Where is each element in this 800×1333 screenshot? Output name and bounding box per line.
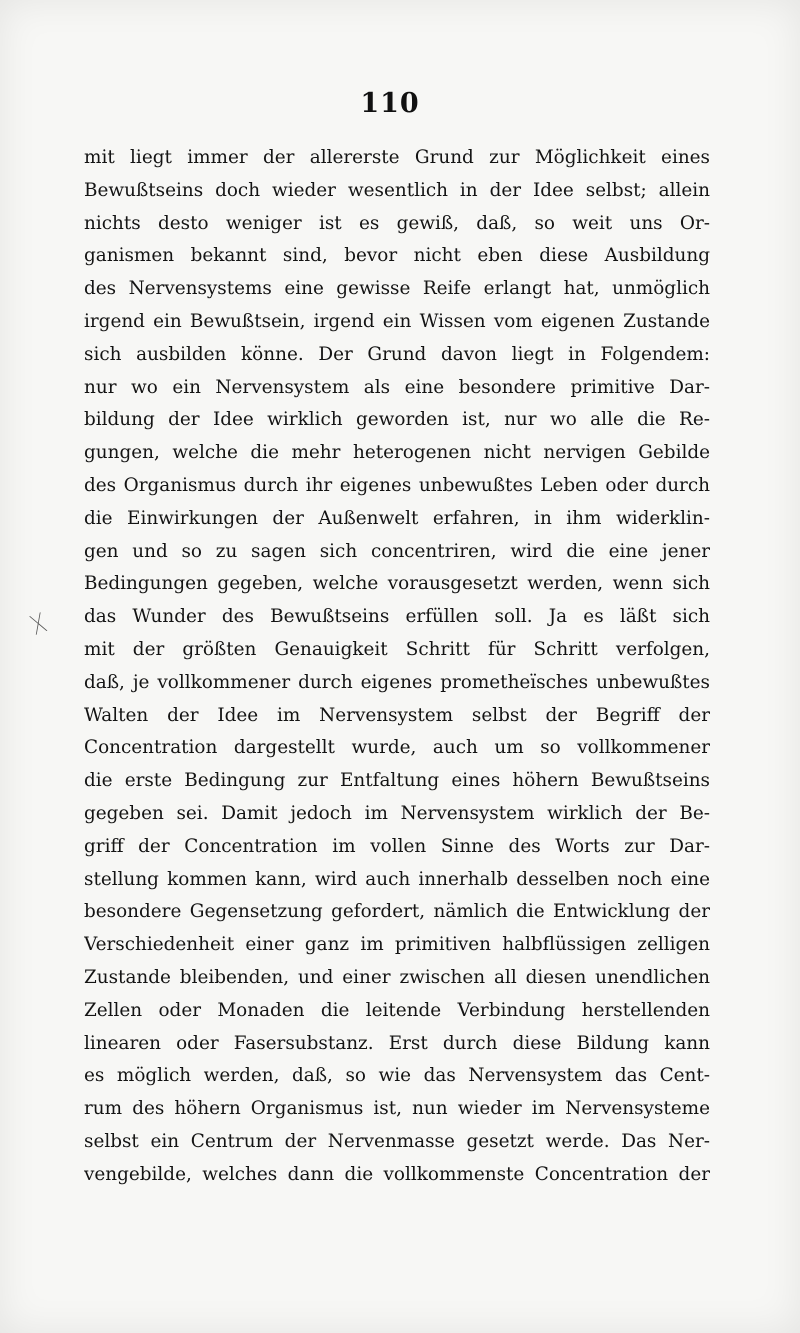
- text-line: gen und so zu sagen sich concentriren, wird die eine jener: [84, 540, 710, 562]
- text-line: die Einwirkungen der Außenwelt erfahren, in ihm widerklin-: [84, 507, 710, 529]
- text-line: gegeben sei. Damit jedoch im Nervensystem wirklich der Be-: [84, 802, 710, 824]
- text-line: gungen, welche die mehr heterogenen nicht nervigen Gebilde: [84, 442, 710, 464]
- margin-pencil-mark: ᚷ: [28, 610, 50, 639]
- text-line: nichts desto weniger ist es gewiß, daß, so weit uns Or-: [84, 212, 710, 234]
- text-line: rum des höhern Organismus ist, nun wieder im Nervensysteme: [84, 1098, 710, 1120]
- text-line: Zellen oder Monaden die leitende Verbindung herstellenden: [84, 999, 710, 1021]
- text-line: nur wo ein Nervensystem als eine besondere primitive Dar-: [84, 376, 710, 398]
- text-line: Walten der Idee im Nervensystem selbst der Begriff der: [84, 704, 710, 726]
- text-line: selbst ein Centrum der Nervenmasse gesetzt werde. Das Ner-: [84, 1130, 710, 1152]
- body-text: [84, 142, 710, 1192]
- text-line: Bedingungen gegeben, welche vorausgesetzt werden, wenn sich: [84, 573, 710, 595]
- text-line: besondere Gegensetzung gefordert, nämlich die Entwicklung der: [84, 901, 710, 923]
- text-line: Concentration dargestellt wurde, auch um so vollkommener: [84, 737, 710, 759]
- text-line: die erste Bedingung zur Entfaltung eines höhern Bewußtseins: [84, 770, 710, 792]
- text-line: vengebilde, welches dann die vollkommenste Concentration der: [84, 1163, 710, 1185]
- text-line: es möglich werden, daß, so wie das Nervensystem das Cent-: [84, 1065, 710, 1087]
- text-line: das Wunder des Bewußtseins erfüllen soll. Ja es läßt sich: [84, 606, 710, 628]
- text-line: des Organismus durch ihr eigenes unbewußtes Leben oder durch: [84, 474, 710, 496]
- text-line: irgend ein Bewußtsein, irgend ein Wissen vom eigenen Zustande: [84, 310, 710, 332]
- text-line: bildung der Idee wirklich geworden ist, nur wo alle die Re-: [84, 409, 710, 431]
- text-line: mit der größten Genauigkeit Schritt für Schritt verfolgen,: [84, 638, 710, 660]
- text-line: daß, je vollkommener durch eigenes prometheïsches unbewußtes: [84, 671, 710, 693]
- text-line: mit liegt immer der allererste Grund zur Möglichkeit eines: [84, 147, 710, 168]
- text-line: linearen oder Fasersubstanz. Erst durch diese Bildung kann: [84, 1032, 710, 1054]
- text-line: griff der Concentration im vollen Sinne des Worts zur Dar-: [84, 835, 710, 857]
- text-line: Verschiedenheit einer ganz im primitiven halbflüssigen zelligen: [84, 934, 710, 956]
- page-number: 110: [360, 88, 420, 119]
- text-line: sich ausbilden könne. Der Grund davon liegt in Folgendem:: [84, 343, 710, 365]
- text-line: Zustande bleibenden, und einer zwischen all diesen unendlichen: [84, 966, 710, 988]
- text-line: stellung kommen kann, wird auch innerhalb desselben noch eine: [84, 868, 710, 890]
- text-line: Bewußtseins doch wieder wesentlich in der Idee selbst; allein: [84, 179, 710, 201]
- text-line: des Nervensystems eine gewisse Reife erlangt hat, unmöglich: [84, 278, 710, 300]
- text-line: ganismen bekannt sind, bevor nicht eben diese Ausbildung: [84, 245, 710, 267]
